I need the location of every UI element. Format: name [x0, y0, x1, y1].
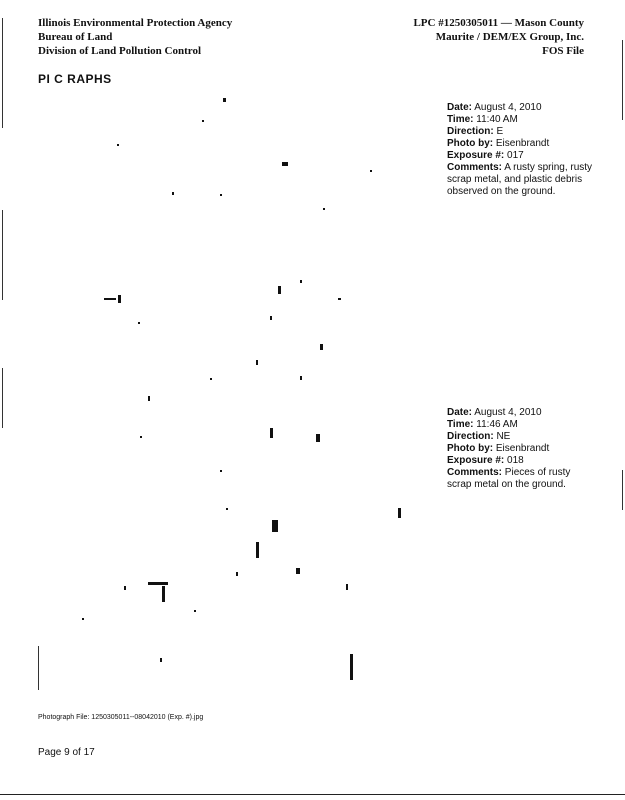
left-edge-mark — [2, 18, 3, 128]
scanned-photo-area — [60, 90, 440, 700]
photo-comments: Pieces of rusty scrap metal on the ground. — [447, 467, 571, 490]
photo-comments-row: Comments: A rusty spring, rusty scrap metal, and plastic debris observed on the ground. — [447, 162, 593, 197]
photo-exposure-row: Exposure #: 018 — [447, 455, 524, 466]
photo-block-2 — [447, 407, 597, 491]
photo-date: August 4, 2010 — [474, 102, 542, 113]
photo-by-row: Photo by: Eisenbrandt — [447, 443, 550, 454]
right-edge-mark — [622, 40, 623, 120]
file-type: FOS File — [542, 45, 584, 57]
photo-direction: E — [496, 126, 504, 137]
photo-time: 11:46 AM — [476, 419, 518, 430]
left-edge-mark — [2, 210, 3, 300]
photo-direction: NE — [496, 431, 511, 442]
right-edge-mark — [622, 470, 623, 510]
agency-name: Illinois Environmental Protection Agency — [38, 17, 233, 29]
photo-date: August 4, 2010 — [474, 407, 542, 418]
photo-direction-row: Direction: E — [447, 126, 504, 137]
page-number: Page 9 of 17 — [38, 747, 95, 758]
photo-block-1 — [447, 102, 597, 198]
header-right — [413, 16, 584, 58]
photo-comments: A rusty spring, rusty scrap metal, and plastic debris observed on the ground. — [447, 162, 593, 197]
photo-by-row: Photo by: Eisenbrandt — [447, 138, 550, 149]
site-name: Maurite / DEM/EX Group, Inc. — [435, 31, 584, 43]
photo-time-row: Time: 11:46 AM — [447, 419, 518, 430]
left-edge-mark — [2, 368, 3, 428]
left-edge-mark — [38, 646, 39, 690]
photo-time: 11:40 AM — [476, 114, 518, 125]
photo-date-row: Date: August 4, 2010 — [447, 102, 542, 113]
photo-exposure-row: Exposure #: 017 — [447, 150, 524, 161]
photo-time-row: Time: 11:40 AM — [447, 114, 518, 125]
photo-exposure: 018 — [507, 455, 524, 466]
lpc-number: LPC #1250305011 — Mason County — [413, 17, 584, 29]
bureau-name: Bureau of Land — [38, 31, 113, 43]
photo-direction-row: Direction: NE — [447, 431, 511, 442]
division-name: Division of Land Pollution Control — [38, 45, 201, 57]
header-left — [38, 16, 232, 58]
photo-comments-row: Comments: Pieces of rusty scrap metal on the ground. — [447, 467, 571, 490]
section-title: PI C RAPHS — [38, 72, 112, 86]
photo-by: Eisenbrandt — [495, 443, 550, 454]
photo-speckle — [82, 98, 401, 680]
bottom-rule — [0, 794, 625, 795]
photo-exposure: 017 — [507, 150, 524, 161]
photo-file-caption: Photograph File: 1250305011--08042010 (Exp. #).jpg — [38, 714, 204, 721]
photo-date-row: Date: August 4, 2010 — [447, 407, 542, 418]
photo-by: Eisenbrandt — [495, 138, 550, 149]
